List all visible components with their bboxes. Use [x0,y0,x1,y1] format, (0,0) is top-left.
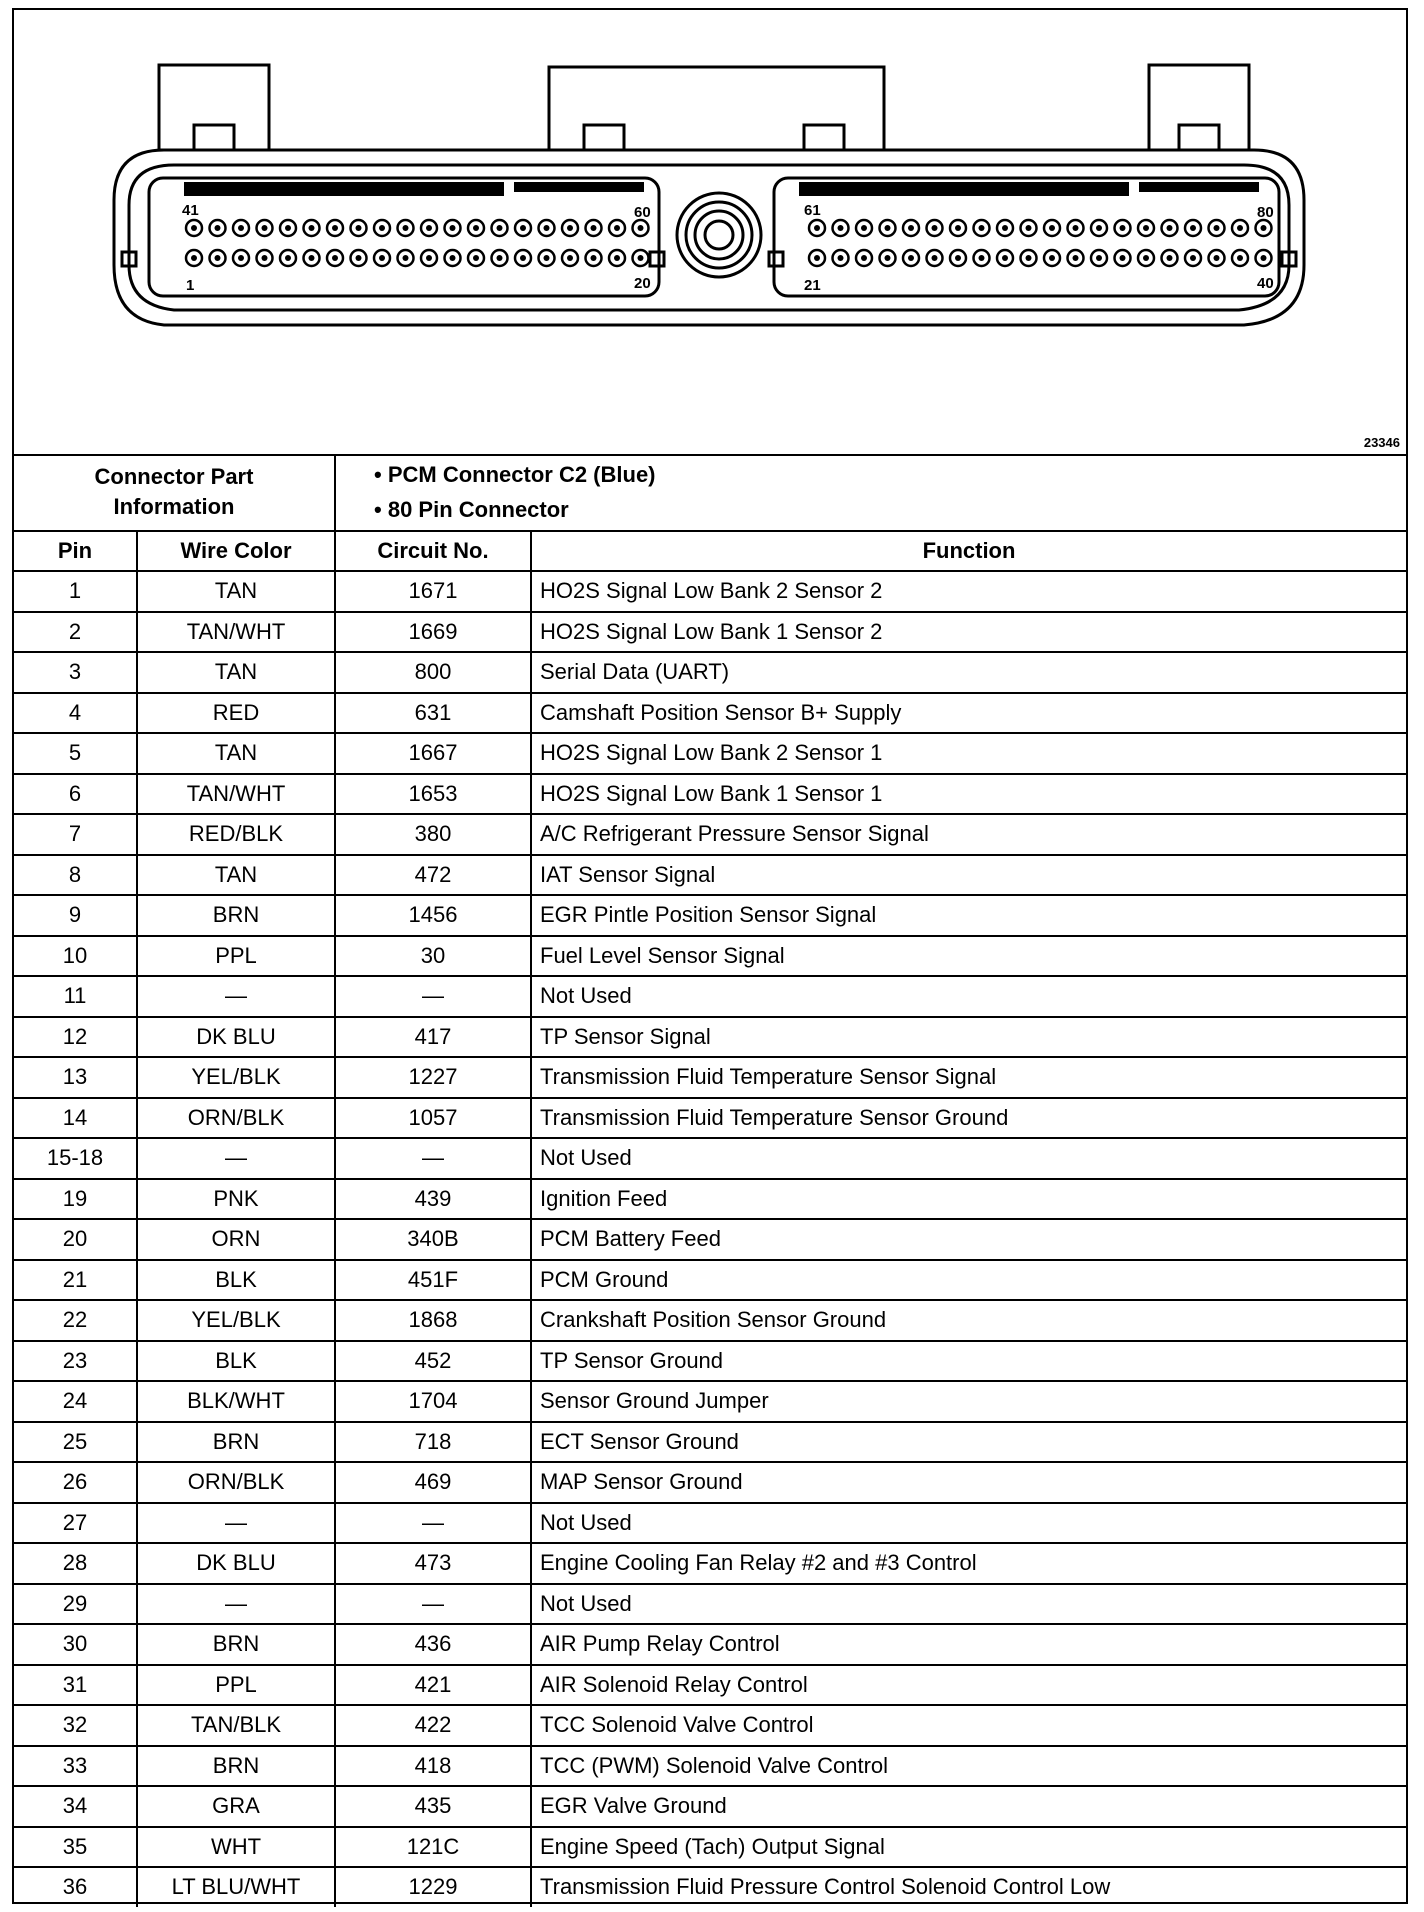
pin-cell: 29 [14,1584,137,1625]
table-row [14,976,1406,1017]
function-cell: TCC (PWM) Solenoid Valve Control [531,1746,1406,1787]
pin-contact [955,255,961,261]
function-cell: Ignition Feed [531,1179,1406,1220]
pin-contact [567,225,573,231]
function-cell: PCM Battery Feed [531,1219,1406,1260]
table-row [14,1300,1406,1341]
circuit-cell: 1653 [335,774,531,815]
circuit-cell: — [335,1503,531,1544]
pin-contact [1026,255,1032,261]
pin-label-60: 60 [634,204,651,221]
pin-contact [908,255,914,261]
function-cell: Not Used [531,976,1406,1017]
wire-color-cell: LT BLU/WHT [137,1867,335,1907]
latch-tab-right [1149,65,1249,150]
connector-info-label: Connector Part Information [14,454,335,531]
header-pin: Pin [14,531,137,571]
pin-label-20: 20 [634,275,651,292]
info-item: • 80 Pin Connector [374,492,1406,527]
pin-contact [1237,255,1243,261]
pin-contact [1049,225,1055,231]
pin-cell: 27 [14,1503,137,1544]
circuit-cell: 1227 [335,1057,531,1098]
pin-cell: 7 [14,814,137,855]
pin-cell: 32 [14,1705,137,1746]
circuit-cell: 1671 [335,571,531,612]
table-row [14,936,1406,977]
wire-color-cell: PPL [137,1665,335,1706]
pin-cell: 19 [14,1179,137,1220]
circuit-cell: 1669 [335,612,531,653]
pin-label-1: 1 [186,277,195,294]
pin-contact [215,255,221,261]
pin-contact [262,255,268,261]
pin-contact [1096,255,1102,261]
function-cell: Not Used [531,1138,1406,1179]
pin-contact [638,225,644,231]
pin-cell: 15-18 [14,1138,137,1179]
pin-contact [473,225,479,231]
circuit-cell: 718 [335,1422,531,1463]
circuit-cell: 1667 [335,733,531,774]
pin-contact [567,255,573,261]
connector-body [114,150,1304,325]
pin-contact [932,255,938,261]
pin-contact [955,225,961,231]
circuit-cell: 473 [335,1543,531,1584]
table-row [14,1543,1406,1584]
pin-contact [591,255,597,261]
pin-contact [403,255,409,261]
circuit-cell: — [335,1584,531,1625]
pin-contact [1237,225,1243,231]
wire-color-cell: PPL [137,936,335,977]
wire-color-cell: TAN [137,652,335,693]
pin-cell: 31 [14,1665,137,1706]
pin-contact [450,225,456,231]
pin-cell: 36 [14,1867,137,1907]
table-row [14,1341,1406,1382]
pin-contact [1120,255,1126,261]
table-row [14,1219,1406,1260]
function-cell: Engine Cooling Fan Relay #2 and #3 Control [531,1543,1406,1584]
pin-contact [544,255,550,261]
function-cell: HO2S Signal Low Bank 1 Sensor 2 [531,612,1406,653]
function-cell: MAP Sensor Ground [531,1462,1406,1503]
pin-cell: 34 [14,1786,137,1827]
document-page [12,8,1408,1904]
pin-contact [520,225,526,231]
wire-color-cell: YEL/BLK [137,1057,335,1098]
circuit-cell: 1456 [335,895,531,936]
circuit-cell: 439 [335,1179,531,1220]
wire-color-cell: BRN [137,1422,335,1463]
pin-cell: 28 [14,1543,137,1584]
wire-color-cell: — [137,1584,335,1625]
function-cell: Fuel Level Sensor Signal [531,936,1406,977]
pin-contact [979,255,985,261]
function-cell: TP Sensor Signal [531,1017,1406,1058]
wire-color-cell: TAN [137,733,335,774]
pin-contact [614,225,620,231]
function-cell: PCM Ground [531,1260,1406,1301]
function-cell: EGR Pintle Position Sensor Signal [531,895,1406,936]
circuit-cell: 451F [335,1260,531,1301]
pin-cell: 13 [14,1057,137,1098]
table-row [14,1827,1406,1868]
pin-contact [379,225,385,231]
pin-label-41: 41 [182,202,199,219]
wire-color-cell: PNK [137,1179,335,1220]
pin-contact [238,255,244,261]
function-cell: Transmission Fluid Temperature Sensor Ground [531,1098,1406,1139]
pin-rows-left [186,220,649,266]
header-wire-color: Wire Color [137,531,335,571]
function-cell: Engine Speed (Tach) Output Signal [531,1827,1406,1868]
pin-cell: 4 [14,693,137,734]
table-row [14,1705,1406,1746]
pin-contact [497,255,503,261]
pin-contact [1073,225,1079,231]
pin-contact [638,255,644,261]
table-row [14,1665,1406,1706]
table-row [14,774,1406,815]
table-row [14,1746,1406,1787]
pin-contact [1002,225,1008,231]
table-row [14,1503,1406,1544]
pin-cell: 33 [14,1746,137,1787]
pin-contact [1261,255,1267,261]
circuit-cell: 340B [335,1219,531,1260]
pin-contact [426,255,432,261]
circuit-cell: 1057 [335,1098,531,1139]
pin-contact [861,255,867,261]
pin-contact [332,255,338,261]
circuit-cell: 417 [335,1017,531,1058]
pin-contact [238,225,244,231]
function-cell: Not Used [531,1503,1406,1544]
pin-contact [309,255,315,261]
pin-contact [356,255,362,261]
function-cell: Transmission Fluid Temperature Sensor Signal [531,1057,1406,1098]
circuit-cell: 121C [335,1827,531,1868]
pin-contact [885,255,891,261]
pin-contact [473,255,479,261]
pin-contact [838,225,844,231]
pin-cell: 22 [14,1300,137,1341]
circuit-cell: 631 [335,693,531,734]
pin-cell: 12 [14,1017,137,1058]
function-cell: HO2S Signal Low Bank 2 Sensor 1 [531,733,1406,774]
pin-contact [356,225,362,231]
pin-cell: 26 [14,1462,137,1503]
header-row [14,531,1406,571]
circuit-cell: 421 [335,1665,531,1706]
table-row [14,1179,1406,1220]
function-cell: Transmission Fluid Pressure Control Solenoid Control Low [531,1867,1406,1907]
function-cell: HO2S Signal Low Bank 2 Sensor 2 [531,571,1406,612]
wire-color-cell: RED [137,693,335,734]
wire-color-cell: ORN/BLK [137,1462,335,1503]
wire-color-cell: — [137,1138,335,1179]
pin-cell: 35 [14,1827,137,1868]
wire-color-cell: GRA [137,1786,335,1827]
pin-label-40: 40 [1257,275,1274,292]
table-row [14,612,1406,653]
table-row [14,571,1406,612]
pin-cell: 5 [14,733,137,774]
circuit-cell: 1704 [335,1381,531,1422]
pin-contact [191,255,197,261]
table-row [14,1422,1406,1463]
pin-cell: 21 [14,1260,137,1301]
pin-contact [332,225,338,231]
pin-contact [1049,255,1055,261]
header-function: Function [531,531,1406,571]
table-row [14,855,1406,896]
pin-contact [1143,225,1149,231]
wire-color-cell: ORN/BLK [137,1098,335,1139]
pin-contact [285,255,291,261]
pin-contact [520,255,526,261]
pin-contact [1190,225,1196,231]
function-cell: IAT Sensor Signal [531,855,1406,896]
wire-color-cell: — [137,1503,335,1544]
function-cell: HO2S Signal Low Bank 1 Sensor 1 [531,774,1406,815]
pin-contact [885,225,891,231]
pin-contact [1026,225,1032,231]
pin-contact [1261,225,1267,231]
circuit-cell: 418 [335,1746,531,1787]
function-cell: ECT Sensor Ground [531,1422,1406,1463]
table-row [14,1057,1406,1098]
table-row [14,1462,1406,1503]
function-cell: EGR Valve Ground [531,1786,1406,1827]
table-row [14,1381,1406,1422]
pin-contact [908,225,914,231]
pin-contact [1167,225,1173,231]
pin-contact [838,255,844,261]
latch-tab-center [549,67,884,150]
function-cell: TCC Solenoid Valve Control [531,1705,1406,1746]
pin-cell: 23 [14,1341,137,1382]
pin-contact [861,225,867,231]
pin-contact [814,225,820,231]
wire-color-cell: ORN [137,1219,335,1260]
circuit-cell: 436 [335,1624,531,1665]
function-cell: A/C Refrigerant Pressure Sensor Signal [531,814,1406,855]
wire-color-cell: BLK [137,1341,335,1382]
pin-contact [1002,255,1008,261]
table-row [14,733,1406,774]
pin-contact [1143,255,1149,261]
pin-contact [1214,225,1220,231]
wire-color-cell: TAN/BLK [137,1705,335,1746]
pin-cell: 8 [14,855,137,896]
circuit-cell: 472 [335,855,531,896]
connector-diagram [14,10,1406,456]
pin-cell: 30 [14,1624,137,1665]
function-cell: Crankshaft Position Sensor Ground [531,1300,1406,1341]
wire-color-cell: DK BLU [137,1543,335,1584]
pin-contact [497,225,503,231]
wire-color-cell: BRN [137,1746,335,1787]
wire-color-cell: TAN/WHT [137,774,335,815]
pin-cell: 25 [14,1422,137,1463]
latch-tab-left [159,65,269,150]
pin-contact [403,225,409,231]
circuit-cell: 469 [335,1462,531,1503]
pin-cell: 9 [14,895,137,936]
pin-contact [215,225,221,231]
pin-contact [814,255,820,261]
pin-contact [191,225,197,231]
pin-contact [379,255,385,261]
wire-color-cell: BRN [137,1624,335,1665]
pin-table [14,454,1406,1907]
circuit-cell: — [335,976,531,1017]
info-item: • PCM Connector C2 (Blue) [374,457,1406,492]
pin-contact [979,225,985,231]
wire-color-cell: TAN [137,571,335,612]
pin-label-61: 61 [804,202,821,219]
circuit-cell: 1868 [335,1300,531,1341]
table-row [14,814,1406,855]
figure-number: 23346 [1363,435,1400,450]
pin-contact [450,255,456,261]
table-row [14,1867,1406,1907]
circuit-cell: 435 [335,1786,531,1827]
wire-color-cell: BRN [137,895,335,936]
pin-cell: 11 [14,976,137,1017]
pin-cell: 3 [14,652,137,693]
pin-contact [426,225,432,231]
pin-contact [932,225,938,231]
wire-color-cell: BLK [137,1260,335,1301]
table-row [14,1017,1406,1058]
table-row [14,1584,1406,1625]
pin-contact [1167,255,1173,261]
pin-contact [1120,225,1126,231]
wire-color-cell: — [137,976,335,1017]
function-cell: Serial Data (UART) [531,652,1406,693]
pin-label-21: 21 [804,277,821,294]
wire-color-cell: TAN [137,855,335,896]
connector-info-items [335,454,1406,531]
wire-color-cell: YEL/BLK [137,1300,335,1341]
connector-info-row [14,454,1406,531]
pin-contact [1214,255,1220,261]
function-cell: Not Used [531,1584,1406,1625]
connector-drawing [14,10,1406,454]
pin-contact [285,225,291,231]
circuit-cell: 800 [335,652,531,693]
function-cell: AIR Solenoid Relay Control [531,1665,1406,1706]
circuit-cell: — [335,1138,531,1179]
pin-cell: 2 [14,612,137,653]
header-circuit: Circuit No. [335,531,531,571]
function-cell: Camshaft Position Sensor B+ Supply [531,693,1406,734]
center-bolt [677,193,761,277]
pin-contact [309,225,315,231]
circuit-cell: 1229 [335,1867,531,1907]
pin-cell: 24 [14,1381,137,1422]
function-cell: AIR Pump Relay Control [531,1624,1406,1665]
function-cell: TP Sensor Ground [531,1341,1406,1382]
circuit-cell: 452 [335,1341,531,1382]
table-row [14,693,1406,734]
wire-color-cell: BLK/WHT [137,1381,335,1422]
table-row [14,1786,1406,1827]
wire-color-cell: WHT [137,1827,335,1868]
table-row [14,1138,1406,1179]
pin-contact [1073,255,1079,261]
table-row [14,1260,1406,1301]
function-cell: Sensor Ground Jumper [531,1381,1406,1422]
pin-cell: 10 [14,936,137,977]
pin-cell: 14 [14,1098,137,1139]
wire-color-cell: TAN/WHT [137,612,335,653]
pin-contact [591,225,597,231]
pin-contact [262,225,268,231]
wire-color-cell: RED/BLK [137,814,335,855]
pin-contact [614,255,620,261]
table-row [14,1098,1406,1139]
pin-cell: 6 [14,774,137,815]
wire-color-cell: DK BLU [137,1017,335,1058]
pin-contact [1190,255,1196,261]
pin-label-80: 80 [1257,204,1274,221]
pin-contact [544,225,550,231]
circuit-cell: 380 [335,814,531,855]
circuit-cell: 30 [335,936,531,977]
pin-rows-right [809,220,1272,266]
table-row [14,652,1406,693]
pin-contact [1096,225,1102,231]
table-row [14,895,1406,936]
table-row [14,1624,1406,1665]
circuit-cell: 422 [335,1705,531,1746]
pin-cell: 1 [14,571,137,612]
pin-cell: 20 [14,1219,137,1260]
